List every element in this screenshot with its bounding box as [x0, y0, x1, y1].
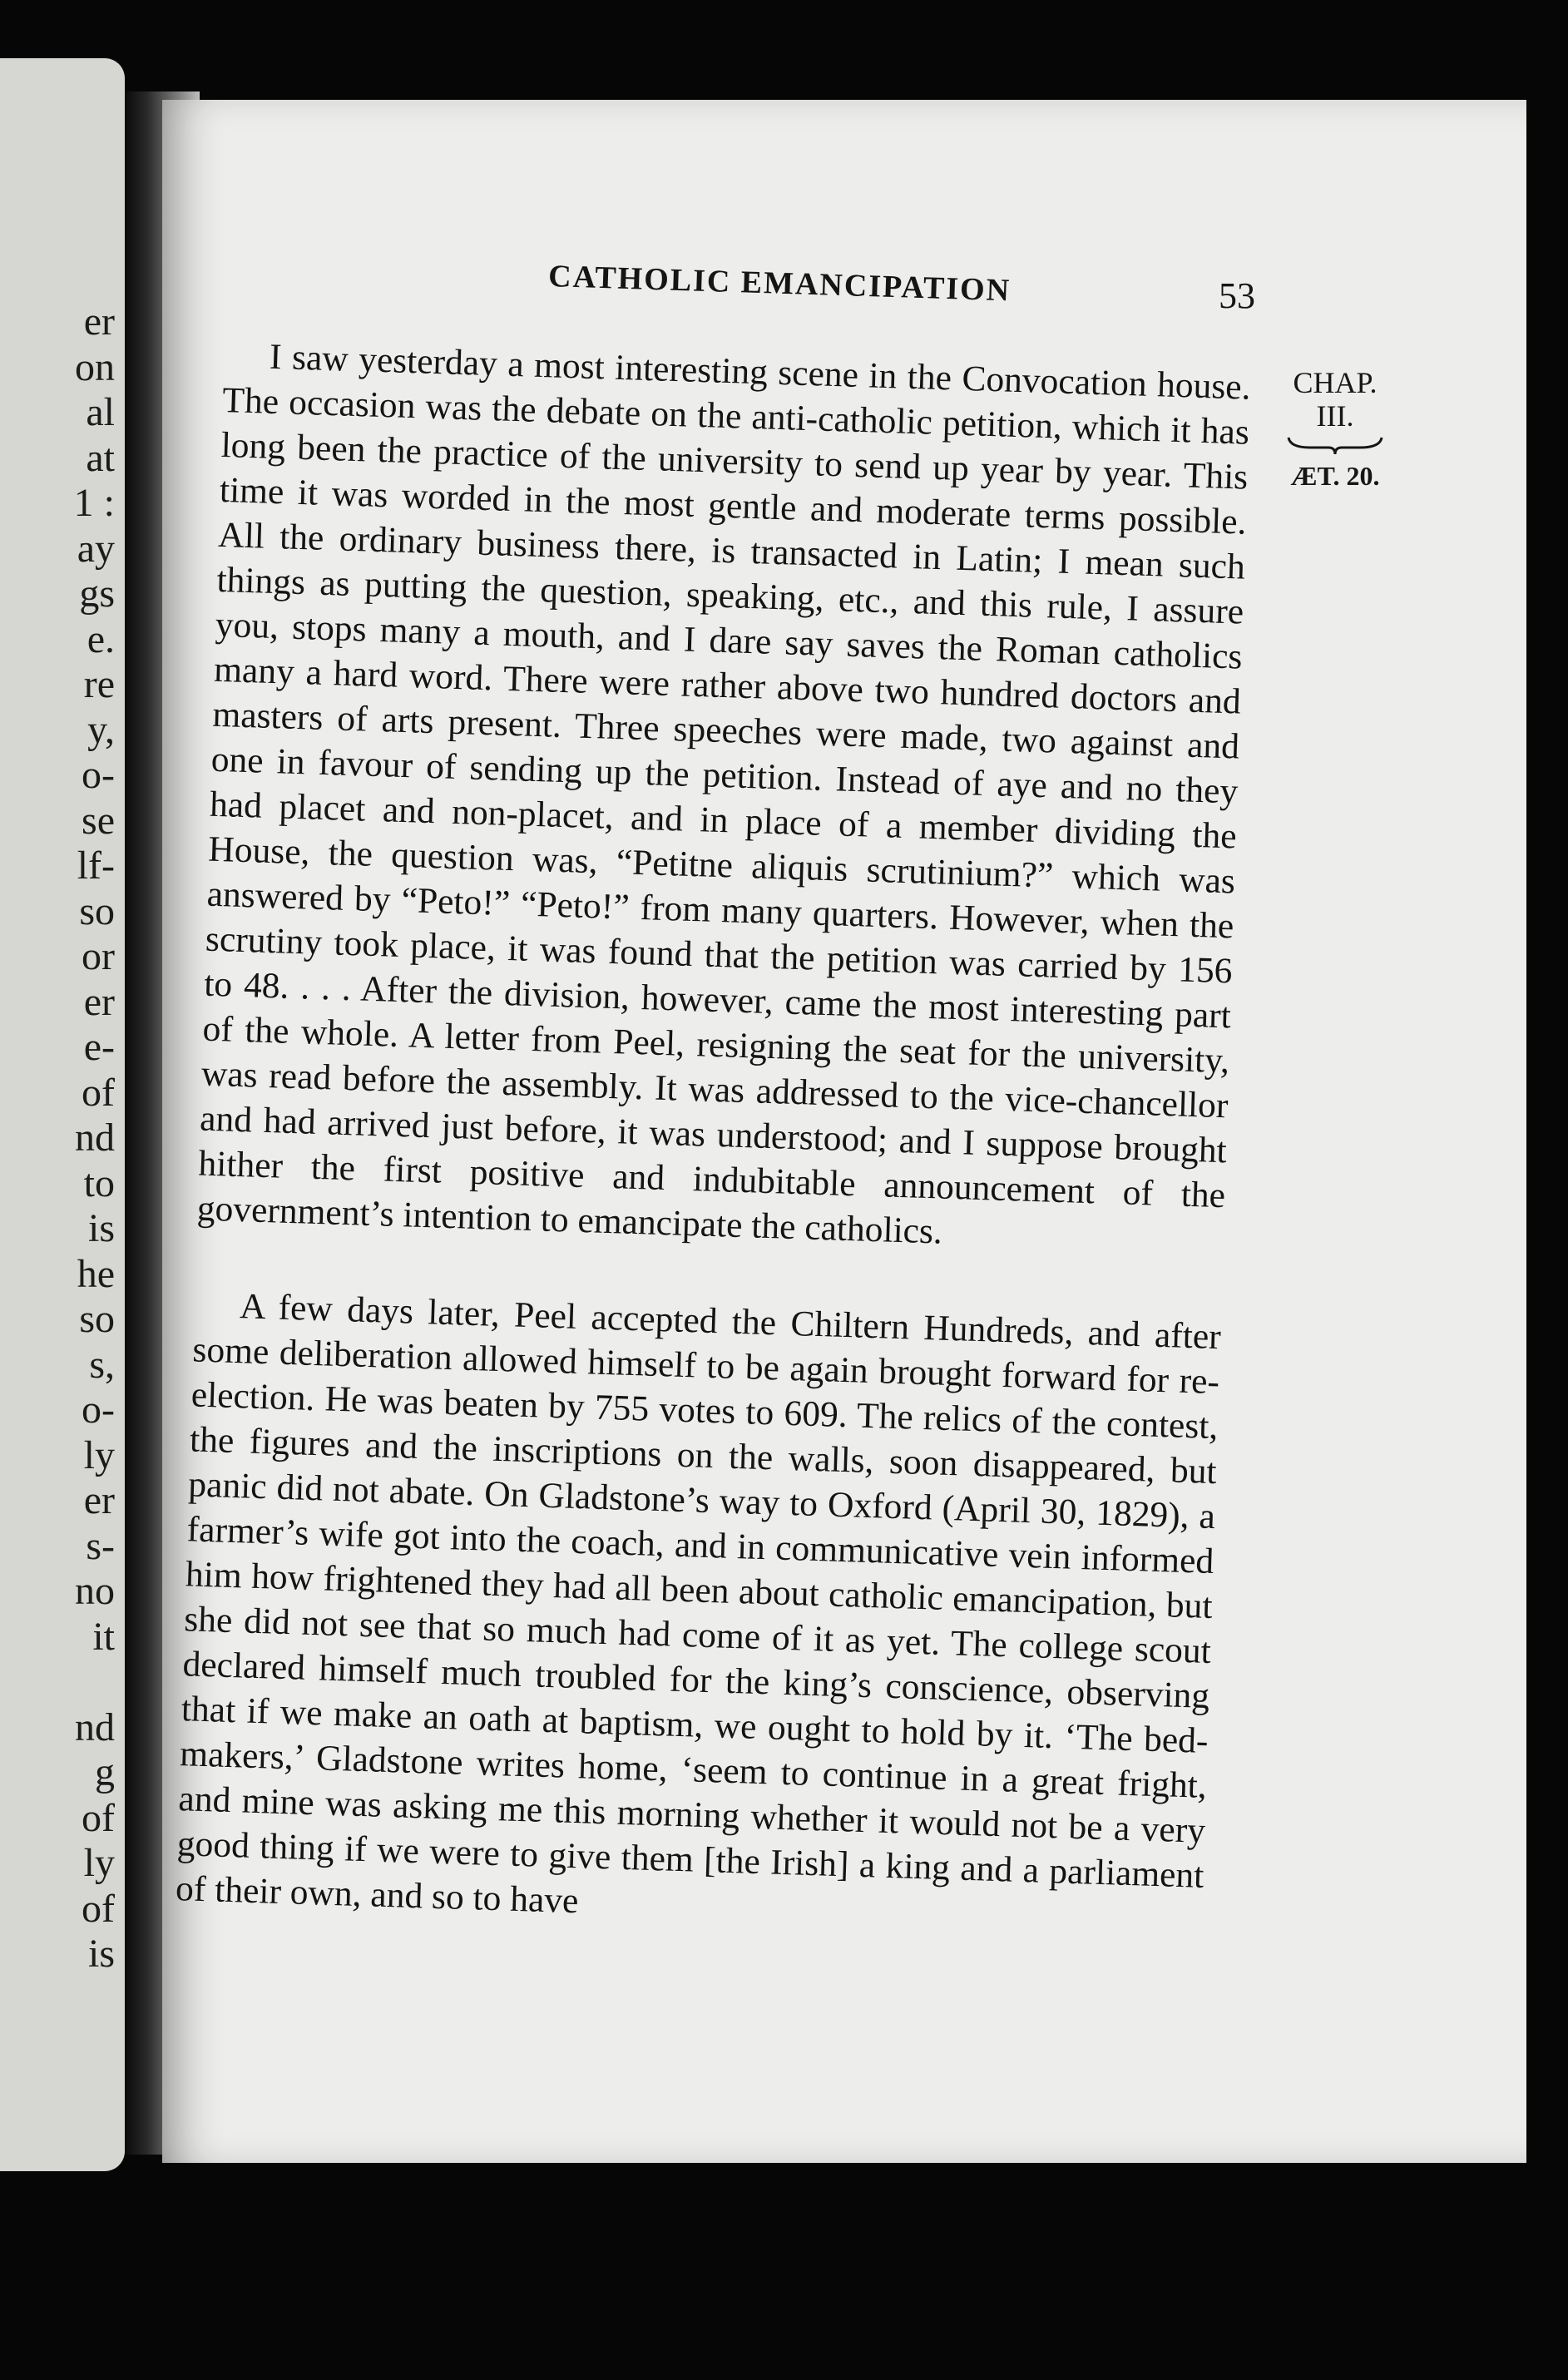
facing-page-fragment: g — [95, 1750, 115, 1794]
facing-page-fragment: of — [82, 1070, 115, 1115]
letter-paragraph: I saw yesterday a most interesting scene in the Convocation house. The occasion was the debate on the anti-catholic petition, which it has long been the practice of the university to send up year by year. This time it was worded in the most gentle and moderate terms possible. All the ordinary business there, is transacted in Latin; I mean such things as putting the question, speaking, etc., and this rule, I assure you, stops many a mouth, and I dare say saves the Roman catholics many a hard word. There were rather above two hundred doctors and masters of arts present. Three speeches were made, two against and one in favour of sending up the petition. Instead of aye and no they had placet and non-placet, and in place of a member dividing the House, the question was, “Petitne aliquis scrutinium?” which was answered by “Peto!” “Peto!” from many quarters. However, when the scrutiny took place, it was found that the petition was carried by 156 to 48. . . . After the division, however, came the most interesting part of the whole. A letter from Peel, resigning the seat for the university, was read before the assembly. It was addressed to the vice-chancellor and had arrived just before, it was understood; and I suppose brought hither the first positive and indubitable announcement of the government’s intention to emancipate the catholics. — [196, 336, 1252, 1252]
facing-page-fragment: 1 : — [73, 481, 115, 525]
body-text — [175, 333, 1251, 1943]
running-title: CATHOLIC EMANCIPATION — [547, 258, 1012, 309]
facing-page-fragment: er — [83, 299, 115, 344]
facing-page-fragment: al — [86, 390, 115, 434]
facing-page-fragment: ay — [77, 526, 115, 571]
brace-icon — [1285, 434, 1385, 456]
facing-page-fragment: gs — [79, 571, 115, 616]
facing-page-fragment: of — [82, 1795, 115, 1840]
facing-page-fragment: o- — [82, 753, 115, 797]
facing-page-fragment: no — [75, 1569, 115, 1613]
facing-page-fragment: o- — [82, 1388, 115, 1432]
facing-page-fragment: e. — [87, 616, 115, 661]
facing-page-fragment: nd — [75, 1116, 115, 1160]
facing-page-fragment: he — [77, 1251, 115, 1296]
facing-page-fragment: er — [83, 1478, 115, 1522]
facing-page-fragment: s- — [86, 1523, 115, 1568]
facing-page-fragment: s, — [89, 1342, 115, 1387]
facing-page-fragment: is — [87, 1206, 115, 1250]
page-number: 53 — [1219, 275, 1255, 316]
facing-page-fragment: nd — [75, 1705, 115, 1749]
facing-page-fragment: y, — [87, 707, 115, 752]
chapter-label: CHAP. — [1293, 366, 1378, 399]
facing-page-fragment: on — [75, 344, 115, 389]
facing-page-fragment: lf- — [77, 844, 115, 888]
narrative-paragraph: A few days later, Peel accepted the Chiltern Hundreds, and after some deliberation allowed himself to be again brought forward for re-election. He was beaten by 755 votes to 609. The relics of the contest, the figures and the inscriptions on the walls, soon disappeared, but panic did not abate. On Gladstone’s way to Oxford (April 30, 1829), a farmer’s wife got into the coach, and in communicative vein informed him how frightened they had all been about catholic emancipation, but she did not see that so much had come of it as yet. The college scout declared himself much troubled for the king’s conscience, observing that if we make an oath at baptism, we ought to hold by it. ‘The bed-makers,’ Gladstone writes home, ‘seem to continue in a great fright, and mine was asking me this morning whether it would not be a very good thing if we were to give them [the Irish] a king and a parliament of their own, and so to have — [175, 1286, 1222, 1922]
facing-page-fragment — [74, 1660, 115, 1705]
facing-page-fragment: e- — [83, 1025, 115, 1069]
chapter-number: III. — [1316, 399, 1354, 433]
facing-page-fragment: of — [82, 1886, 115, 1931]
facing-page-fragment: or — [82, 934, 115, 978]
facing-page-fragment: it — [92, 1614, 115, 1659]
facing-page-fragment: to — [83, 1160, 115, 1205]
facing-page-line-ends — [74, 299, 115, 1977]
facing-page — [0, 58, 125, 2171]
facing-page-fragment: se — [82, 798, 115, 843]
facing-page-fragment: re — [83, 662, 115, 706]
age-label: ÆT. 20. — [1290, 461, 1380, 491]
facing-page-fragment: ly — [83, 1432, 115, 1477]
margin-note — [1281, 366, 1389, 492]
facing-page-fragment: at — [86, 435, 115, 480]
facing-page-fragment: is — [87, 1932, 115, 1976]
facing-page-fragment: so — [79, 1297, 115, 1341]
facing-page-fragment: ly — [83, 1841, 115, 1885]
facing-page-fragment: so — [79, 888, 115, 933]
facing-page-fragment: er — [83, 979, 115, 1024]
